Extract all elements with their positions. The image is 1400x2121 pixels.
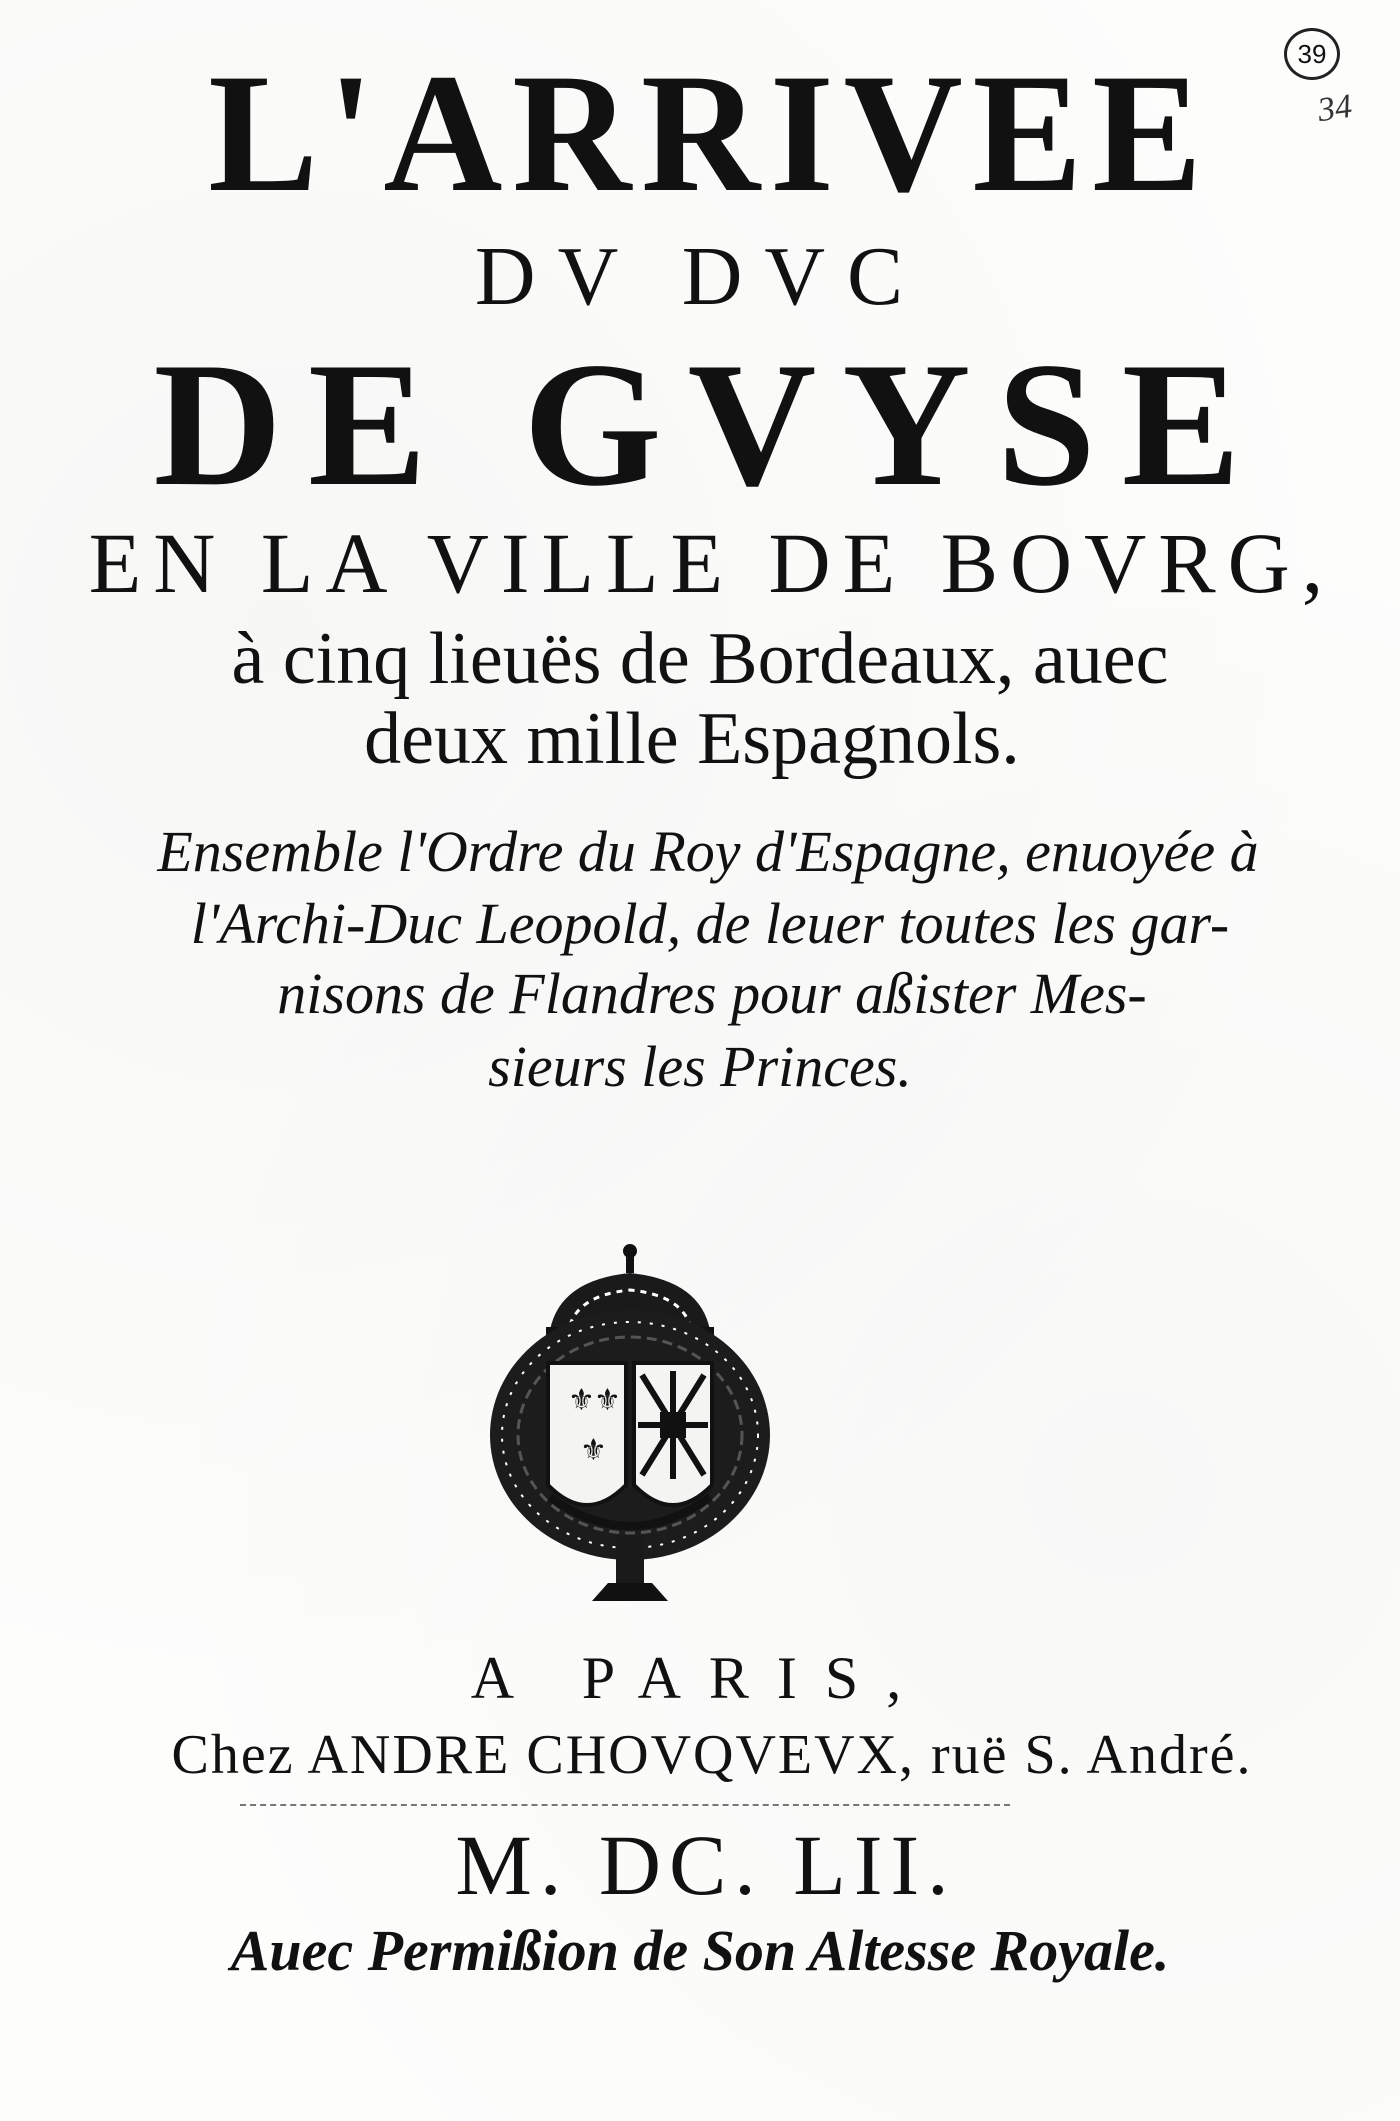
royal-arms-icon	[480, 1235, 780, 1615]
title-line-6: deux mille Espagnols.	[364, 698, 1020, 780]
title-line-2: DV DVC	[474, 230, 926, 323]
title-line-4: EN LA VILLE DE BOVRG,	[88, 515, 1336, 611]
subtitle-line-1: Ensemble l'Ordre du Roy d'Espagne, enuoyée à	[157, 819, 1259, 884]
subtitle-line-3: nisons de Flandres pour aßister Mes-	[277, 961, 1147, 1026]
svg-text:⚜: ⚜	[568, 1383, 595, 1418]
imprint-permission: Auec Permißion de Son Altesse Royale.	[230, 1918, 1170, 1983]
subtitle-line-2: l'Archi-Duc Leopold, de leuer toutes les gar-	[190, 891, 1230, 956]
svg-text:⚜: ⚜	[580, 1433, 607, 1468]
imprint-divider	[240, 1804, 1010, 1806]
title-line-1: L'ARRIVEE	[208, 39, 1212, 227]
imprint-place: A PARIS,	[470, 1645, 930, 1711]
subtitle-line-4: sieurs les Princes.	[488, 1034, 912, 1099]
folio-number: 34	[1315, 87, 1355, 130]
title-line-3: DE GVYSE	[153, 325, 1267, 523]
imprint-year: M. DC. LII.	[455, 1817, 957, 1913]
svg-text:⚜: ⚜	[594, 1383, 621, 1418]
stamp-number: 39	[1297, 38, 1327, 69]
imprint-printer: Chez ANDRE CHOVQVEVX, ruë S. André.	[171, 1724, 1253, 1786]
title-line-5: à cinq lieuës de Bordeaux, auec	[231, 618, 1169, 700]
